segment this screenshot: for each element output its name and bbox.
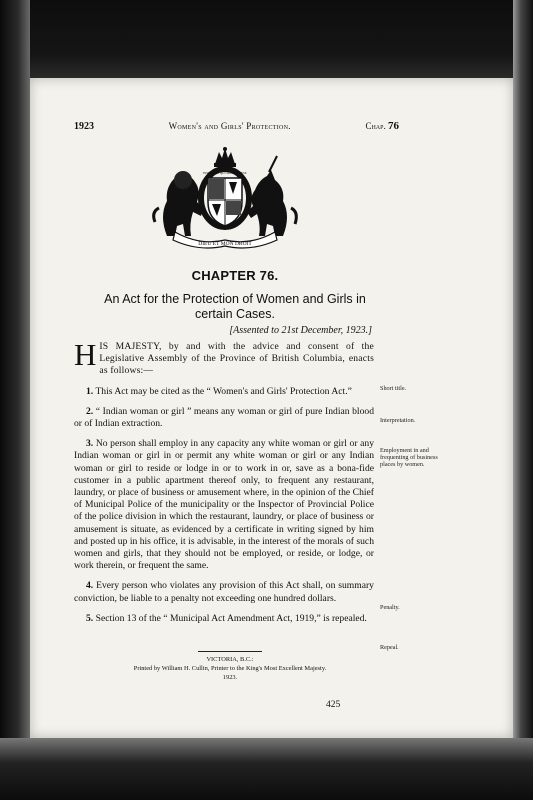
lion-supporter-icon [154,171,203,236]
running-head [74,120,399,132]
section-text: No person shall employ in any capacity any white woman or girl or any Indian woman or girl in or permit any white woman or girl or any Indian woman or girl to reside or lodge in or to work in or, save as a bona-fide customer in a public apartment thereof only, to frequent any restaurant, laundry, or place of business or amusement where, in the opinion of the Chief of Municipal Police of the municipality or the Inspector of Provincial Police of the police division in which the restaurant, laundry, or place of business or amusement is situate, as evidenced by a certificate in writing signed by him and posted up in his office, it is advisable, in the interest of the morals of such women and girls, that they should not be employed, or reside, or lodge, or work therein, or frequent the same. [74,438,374,572]
section-text: Every person who violates any provision of this Act shall, on summary conviction, be liable to a penalty not exceeding one hundred dollars. [74,580,374,604]
scan-border-bottom [0,738,533,800]
imprint-printer: Printed by William H. Cullin, Printer to the King's Most Excellent Majesty. [133,665,327,672]
drop-cap: H [74,337,97,372]
side-note-interpretation: Interpretation. [380,417,416,424]
act-title: An Act for the Protection of Women and Girls in certain Cases. [104,292,366,321]
royal-coat-of-arms [145,146,305,251]
imprint-place: VICTORIA, B.C.: [206,656,254,663]
footer-rule [198,651,262,652]
section-text: This Act may be cited as the “ Women's and Girls' Protection Act.” [95,385,352,397]
motto-text: DIEU ET MON DROIT [198,241,252,247]
running-head-chap-number: 76 [387,120,399,132]
section-number: 5. [86,612,94,624]
document-page [30,78,513,738]
section-number: 1. [86,385,94,397]
act-body [74,337,374,633]
running-head-year: 1923 [74,121,94,132]
chapter-title: CHAPTER 76. [191,268,279,283]
section-text: “ Indian woman or girl ” means any woman or girl of pure Indian blood or of Indian extraction. [74,405,374,430]
running-head-chap-label: Chap. [365,121,386,131]
section-2 [74,406,374,430]
scan-border-right [513,0,533,800]
side-note-repeal: Repeal. [380,644,399,651]
side-note-penalty: Penalty. [380,604,400,611]
garter-text: HONI SOIT QUI MAL Y PENSE [203,171,247,175]
enacting-clause-text: IS MAJESTY, by and with the advice and consent of the Legislative Assembly of the Province of British Columbia, enacts as follows:— [99,341,374,377]
section-5 [74,613,374,625]
page-number: 425 [326,700,341,710]
running-head-chapter [365,120,399,132]
imprint-year: 1923. [222,674,238,681]
section-3 [74,438,374,572]
section-number: 2. [86,405,94,417]
unicorn-supporter-icon [247,156,296,236]
side-note-short-title: Short title. [380,385,407,392]
scan-border-left [0,0,30,800]
section-number: 3. [86,438,94,450]
scan-border-top [0,0,533,78]
assent-date: [Assented to 21st December, 1923.] [229,325,372,336]
crown-icon [214,147,236,167]
section-number: 4. [86,580,94,592]
running-head-title: Women's and Girls' Protection. [168,121,291,131]
section-text: Section 13 of the “ Municipal Act Amendment Act, 1919,” is repealed. [95,612,367,624]
section-4 [74,580,374,604]
enacting-clause [74,337,374,378]
section-1 [74,386,374,398]
side-note-employment: Employment in and frequenting of business places by women. [380,447,438,468]
